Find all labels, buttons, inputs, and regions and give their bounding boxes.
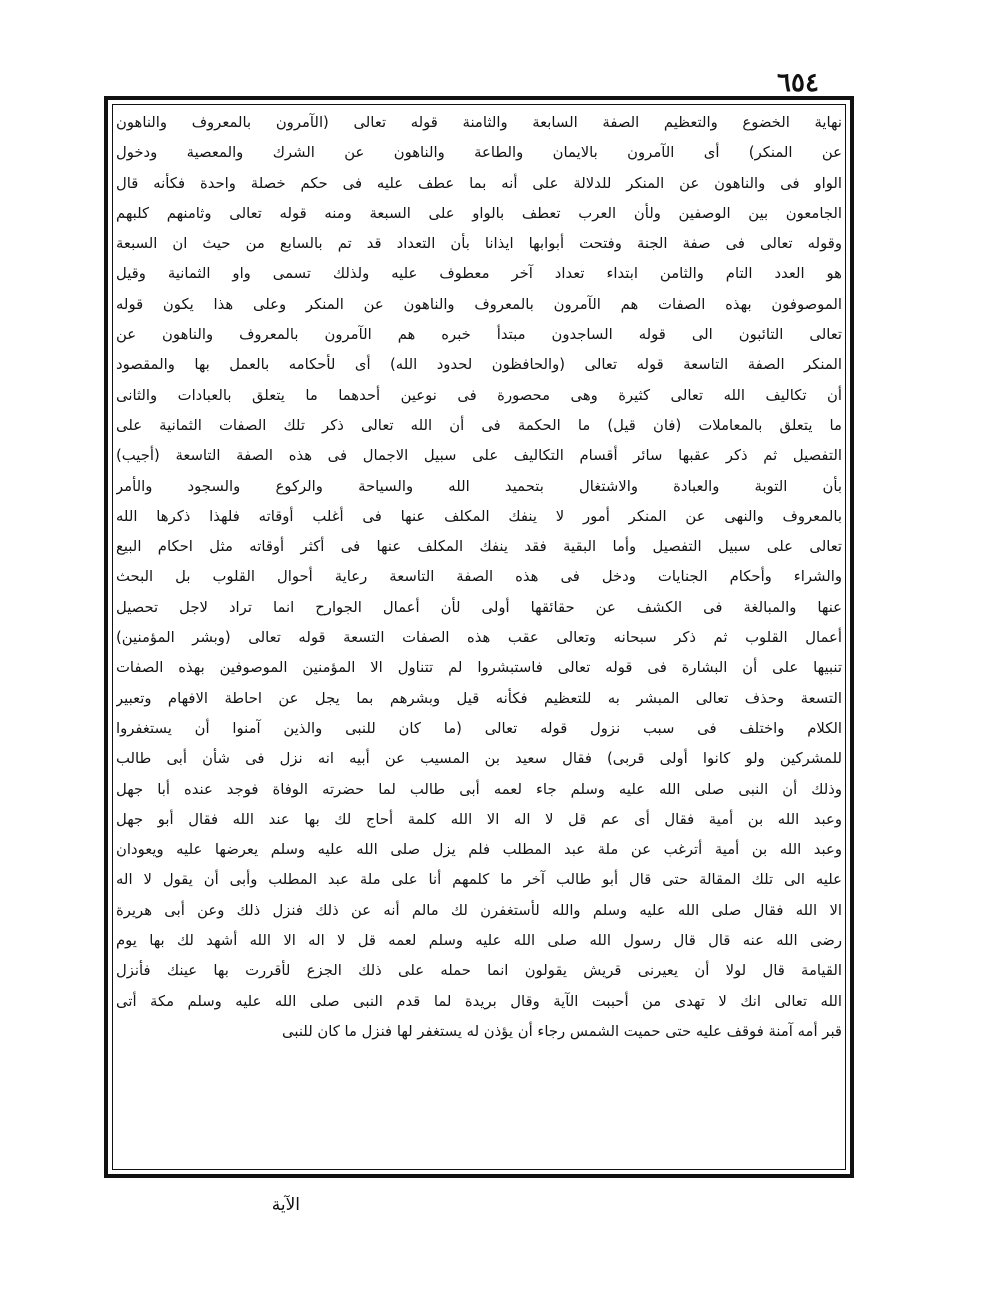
text-body [116, 108, 842, 1168]
text-line: المنكر الصفة التاسعة قوله تعالى (والحافظون لحدود الله) أى لأحكامه بالعمل بها والمقصود [116, 356, 842, 374]
text-line: نهاية الخضوع والتعظيم الصفة السابعة والثامنة قوله تعالى (الآمرون بالمعروف والناهون [116, 114, 842, 131]
text-line: القيامة قال لولا أن يعيرنى قريش يقولون انما حمله على ذلك الجزع لأقررت بها عينك فأنزل [116, 962, 842, 980]
text-line: الواو فى والناهون عن المنكر للدلالة على أنه بما عطف عليه فى حكم خصلة واحدة فكأنه قال [116, 174, 842, 192]
text-line: بالمعروف والنهى عن المنكر أمور لا ينفك المكلف عنها فى أغلب أوقاته فلهذا ذكرها الله [116, 507, 842, 525]
text-line: والشراء وأحكام الجنايات ودخل فى هذه الصفة التاسعة رعاية أحوال القلوب بل البحث [116, 568, 842, 586]
text-line: الا الله فقال صلى الله عليه وسلم والله لأستغفرن لك مالم أنه عن ذلك فنزل ذلك وعن أبى هريرة [116, 901, 842, 919]
text-line: وعبد الله بن أمية أترغب عن ملة عبد المطلب فلم يزل صلى الله عليه وسلم يعرضها عليه ويعودان [116, 841, 842, 859]
text-line: للمشركين ولو كانوا أولى قربى) فقال سعيد بن المسيب عن أبيه انه نزل فى شأن أبى طالب [116, 750, 842, 768]
text-line: أعمال القلوب ثم ذكر سبحانه وتعالى عقب هذه الصفات التسعة قوله تعالى (وبشر المؤمنين) [116, 629, 842, 647]
text-line: الكلام واختلف فى سبب نزول قوله تعالى (ما كان للنبى والذين آمنوا أن يستغفروا [116, 719, 842, 737]
text-line: بأن التوبة والعبادة والاشتغال بتحميد الله والسياحة والركوع والسجود والأمر [116, 477, 842, 495]
text-line: تعالى التائبون الى قوله الساجدون مبتدأ خبره هم الآمرون بالمعروف والناهون عن [116, 326, 842, 344]
text-line: هو العدد التام والثامن ابتداء تعداد آخر معطوف عليه ولذلك تسمى واو الثمانية وقيل [116, 265, 842, 283]
text-line: الجامعون بين الوصفين ولأن العرب تعطف بالواو على السبعة ومنه قوله تعالى وثامنهم كلبهم [116, 204, 842, 222]
text-line: عن المنكر) أى الآمرون بالايمان والطاعة والناهون عن الشرك والمعصية ودخول [116, 144, 842, 162]
text-line: عنها والمبالغة فى الكشف عن حقائقها أولى لأن أعمال الجوارح انما تراد لاجل تحصيل [116, 598, 842, 616]
text-line: وذلك أن النبى صلى الله عليه وسلم جاء لعمه أبى طالب لما حضرته الوفاة فوجد عنده أبا جهل [116, 780, 842, 798]
text-line: الله تعالى انك لا تهدى من أحببت الآية وقال بريدة لما قدم النبى صلى الله عليه وسلم مكة أتى [116, 992, 842, 1010]
text-line: قبر أمه آمنة فوقف عليه حتى حميت الشمس رجاء أن يؤذن له يستغفر لها فنزل ما كان للنبى [282, 1022, 842, 1040]
text-line: عليه الى تلك المقالة حتى قال أبو طالب آخر ما كلمهم أنا على ملة عبد المطلب وأبى أن يقول لا اله [116, 871, 842, 889]
text-line: تنبيها على أن البشارة فى قوله تعالى فاستبشروا لم تتناول الا المؤمنين الموصوفين بهذه الصفات [116, 659, 842, 677]
text-line: أن تكاليف الله تعالى كثيرة وهى محصورة فى نوعين أحدهما ما يتعلق بالعبادات والثانى [116, 386, 842, 404]
page-number: ٦٥٤ [777, 68, 819, 98]
text-line: التسعة وحذف تعالى المبشر به للتعظيم فكأنه قيل وبشرهم بما يجل عن احاطة الافهام وتعبير [116, 689, 842, 707]
text-line: رضى الله عنه قال قال رسول الله صلى الله عليه وسلم لعمه قل لا اله الا الله أشهد لك بها يوم [116, 932, 842, 950]
text-line: وقوله تعالى فى صفة الجنة وفتحت أبوابها ايذانا بأن التعداد قد تم بالسابع من حيث ان السبعة [116, 235, 842, 253]
text-line: وعبد الله بن أمية فقال أى عم قل لا اله الا الله كلمة أحاج لك بها عند الله فقال أبو جهل [116, 810, 842, 828]
text-line: تعالى على سبيل التفصيل وأما البقية فقد ينفك المكلف عنها فى أكثر أوقاته مثل احكام البيع [116, 538, 842, 556]
text-line: التفصيل ثم ذكر عقبها سائر أقسام التكاليف على سبيل الاجمال فى هذه الصفة التاسعة (أجيب) [116, 447, 842, 465]
text-line: ما يتعلق بالمعاملات (فان قيل) ما الحكمة فى أن الله تعالى ذكر تلك الصفات الثمانية على [116, 416, 842, 434]
text-line: الموصوفون بهذه الصفات هم الآمرون بالمعروف والناهون عن المنكر وعلى هذا يكون قوله [116, 295, 842, 313]
catchword: الآية [271, 1195, 300, 1215]
